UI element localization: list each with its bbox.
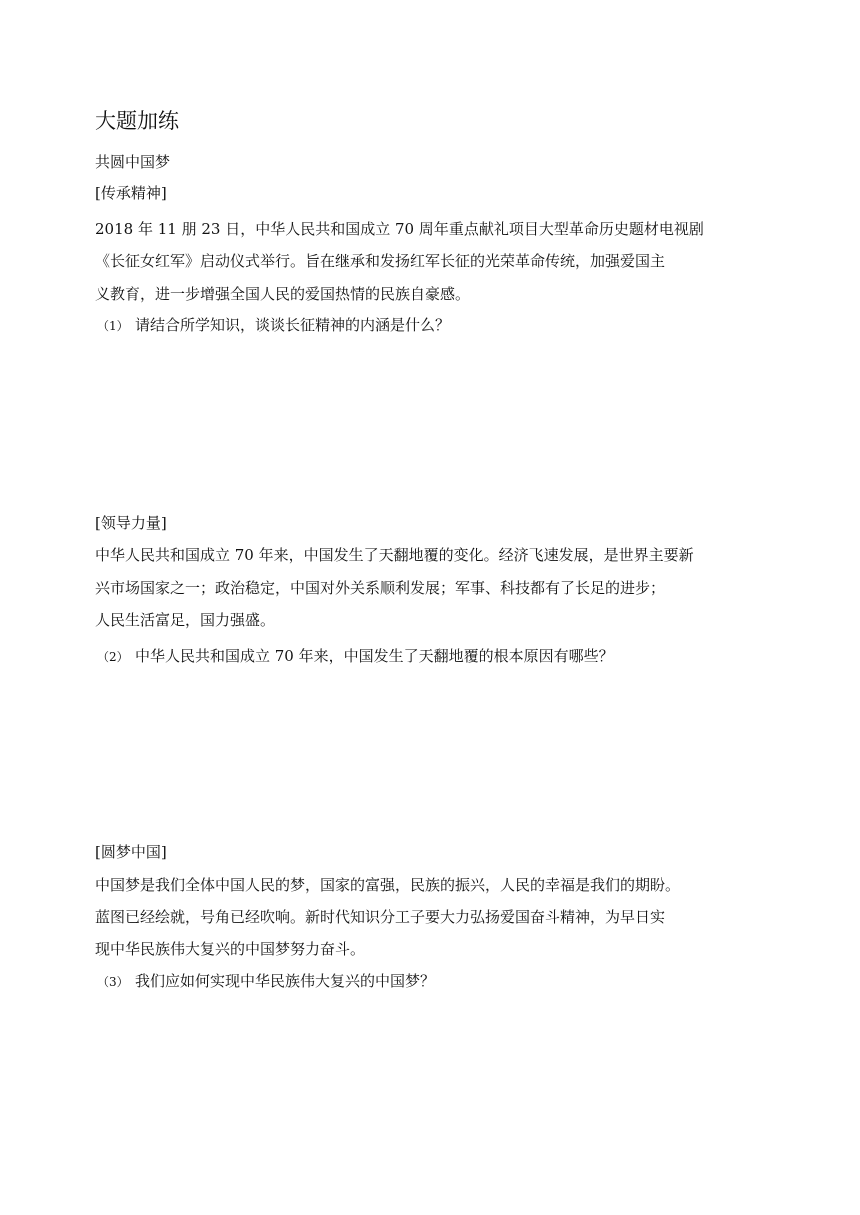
page-title: 大题加练 xyxy=(95,109,179,133)
question-2-number: （2） xyxy=(97,650,129,664)
question-1 xyxy=(97,314,450,337)
section-3-line-2: 蓝图已经绘就，号角已经吹响。新时代知识分工子要大力弘扬爱国奋斗精神，为早日实 xyxy=(95,908,666,926)
section-heading-dream: [圆梦中国] xyxy=(95,843,167,861)
section-2-line-2: 兴市场国家之一；政治稳定，中国对外关系顺利发展；军事、科技都有了长足的进步； xyxy=(95,579,666,597)
question-3-text: 我们应如何实现中华民族伟大复兴的中国梦？ xyxy=(135,972,436,990)
question-3-number: （3） xyxy=(97,975,129,989)
question-1-number: （1） xyxy=(97,319,129,333)
section-1-line-1: 2018 年 11 朋 23 日，中华人民共和国成立 70 周年重点献礼项目大型革命历史题材电视剧 xyxy=(95,220,704,238)
subtitle: 共圆中国梦 xyxy=(95,153,171,171)
section-2-line-3: 人民生活富足，国力强盛。 xyxy=(95,611,276,629)
question-3 xyxy=(97,970,435,993)
question-2-text: 中华人民共和国成立 70 年来，中国发生了天翻地覆的根本原因有哪些？ xyxy=(135,647,614,665)
section-3-line-1: 中国梦是我们全体中国人民的梦，国家的富强，民族的振兴，人民的幸福是我们的期盼。 xyxy=(95,876,681,894)
question-1-text: 请结合所学知识，谈谈长征精神的内涵是什么？ xyxy=(135,316,451,334)
section-heading-leadership: [领导力量] xyxy=(95,514,167,532)
section-1-line-3: 义教育，进一步增强全国人民的爱国热情的民族自豪感。 xyxy=(95,285,471,303)
section-2-line-1: 中华人民共和国成立 70 年来，中国发生了天翻地覆的变化。经济飞速发展，是世界主要新 xyxy=(95,546,694,564)
question-2 xyxy=(97,645,614,668)
section-heading-inheritance: [传承精神] xyxy=(95,184,167,202)
section-3-line-3: 现中华民族伟大复兴的中国梦努力奋斗。 xyxy=(95,940,366,958)
section-1-line-2: 《长征女红军》启动仪式举行。旨在继承和发扬红军长征的光荣革命传统，加强爱国主 xyxy=(95,252,666,270)
